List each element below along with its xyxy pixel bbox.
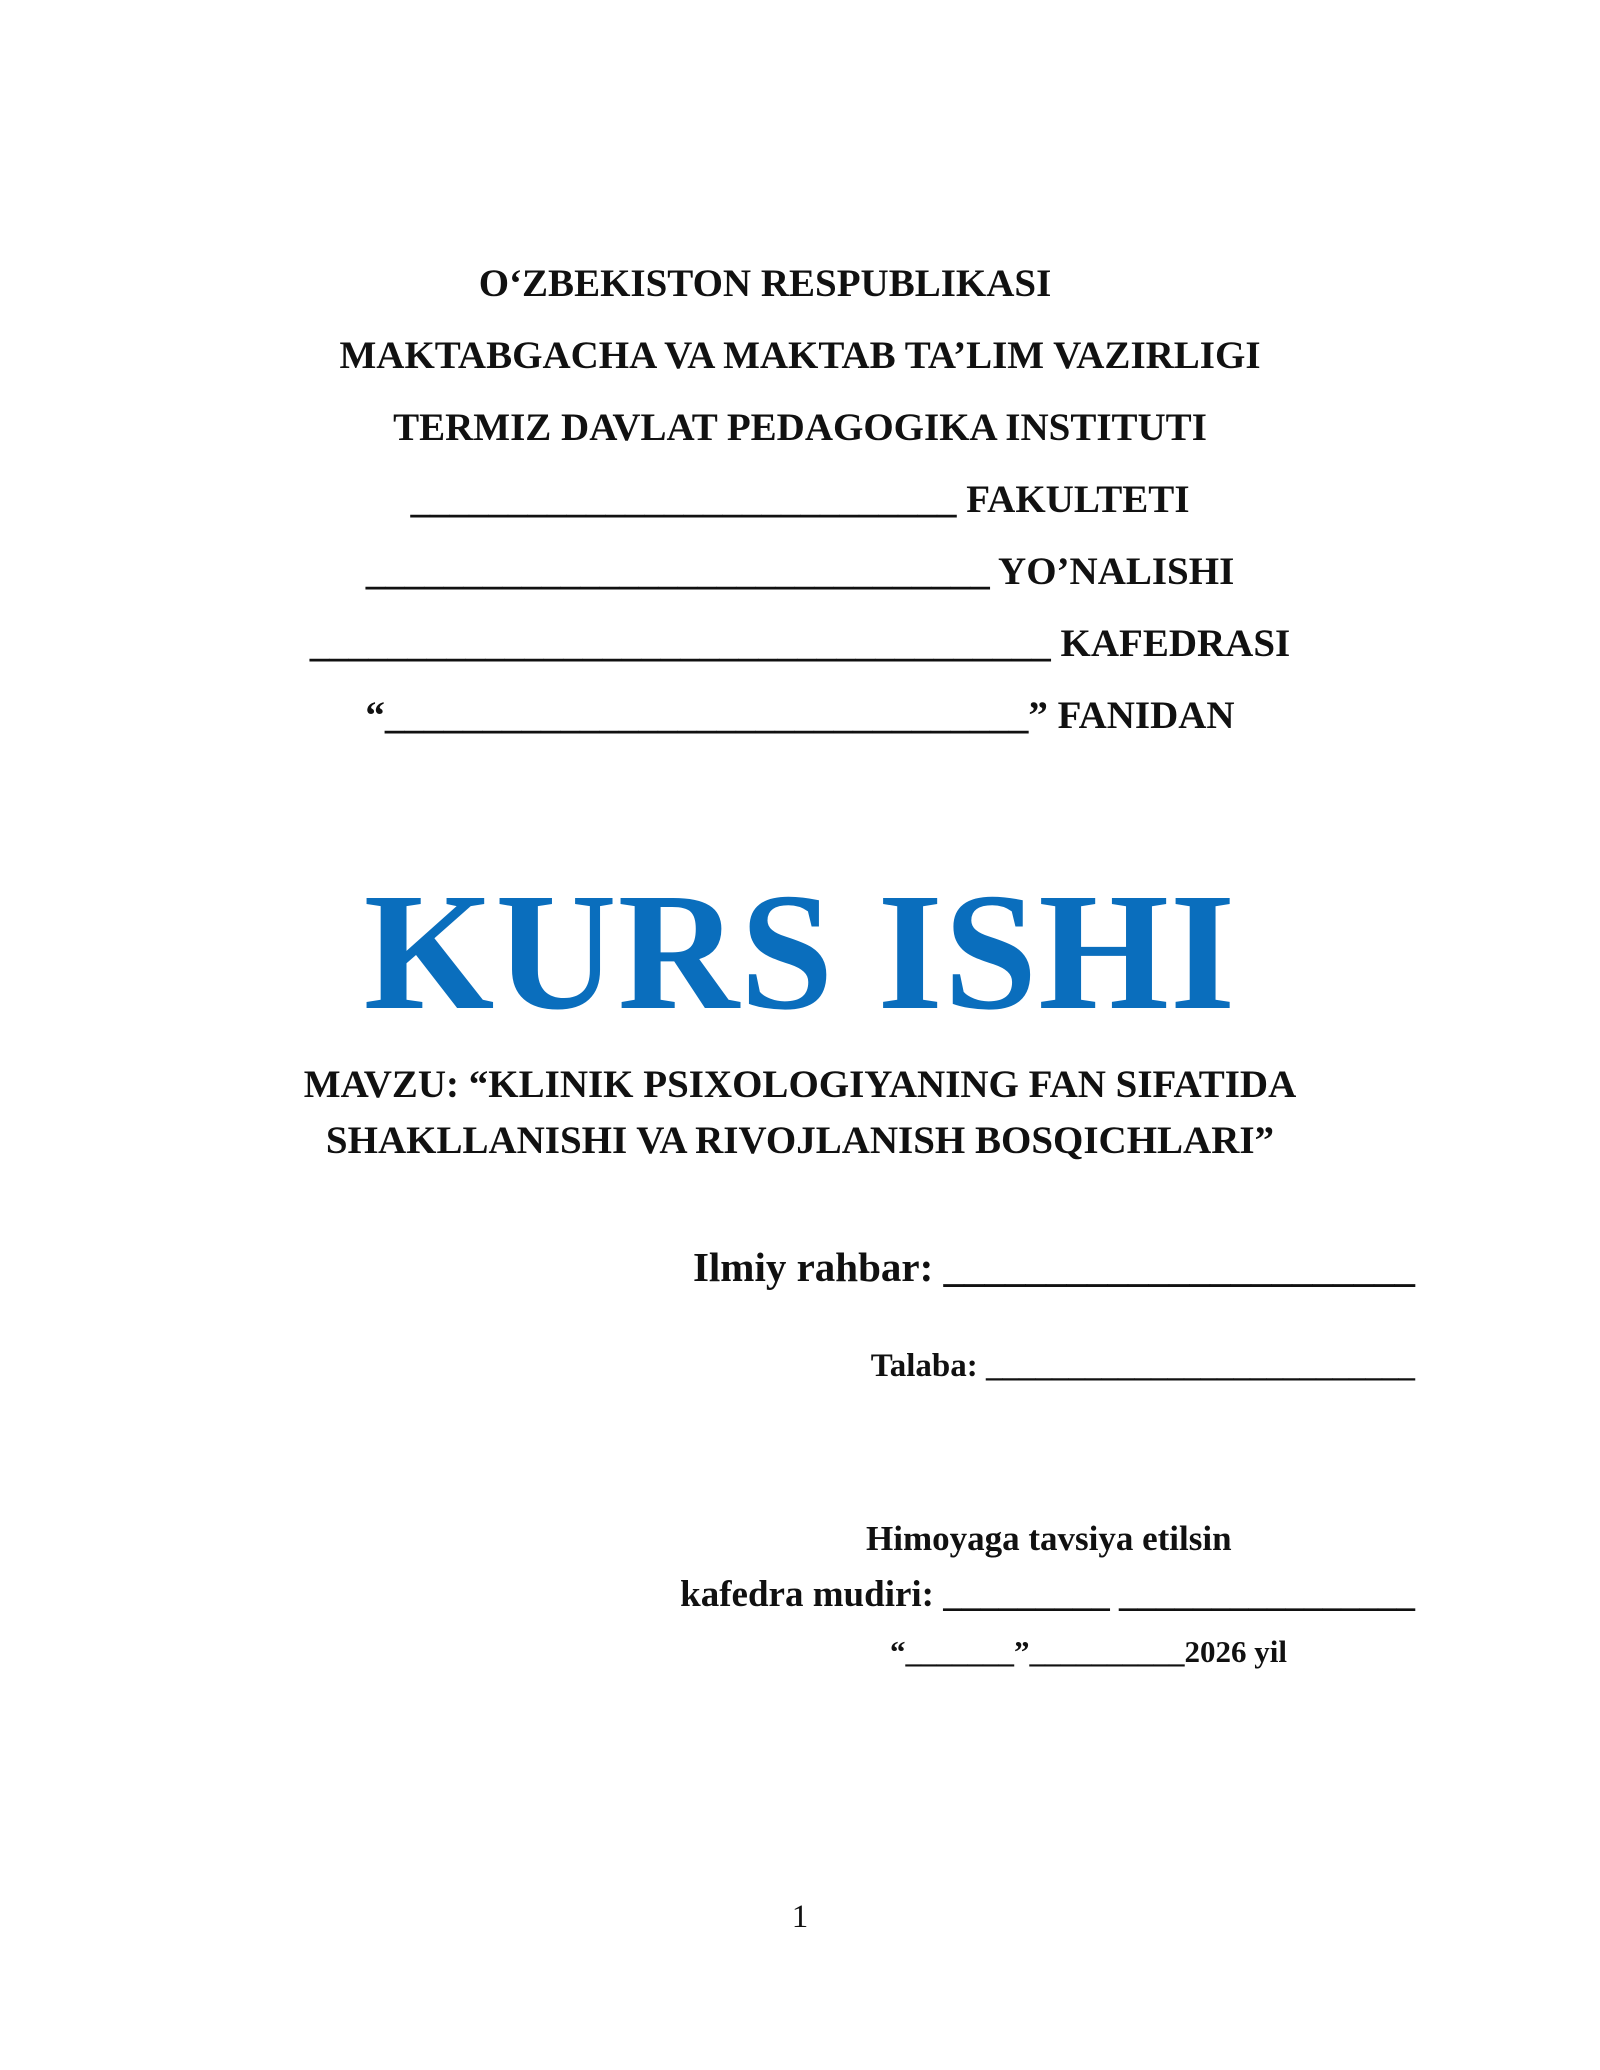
head-of-department-line: kafedra mudiri: _________ ________________	[680, 1574, 1415, 1615]
recommendation-text: Himoyaga tavsiya etilsin	[866, 1519, 1232, 1558]
direction-line: ________________________________ YO’NALISHI	[365, 550, 1235, 593]
topic-line-2: SHAKLLANISHI VA RIVOJLANISH BOSQICHLARI”	[325, 1119, 1275, 1162]
institute-heading: TERMIZ DAVLAT PEDAGOGIKA INSTITUTI	[393, 406, 1207, 449]
department-line: ______________________________________ KAFEDRASI	[309, 622, 1291, 665]
page-number: 1	[791, 1899, 809, 1935]
topic-block	[0, 1057, 1600, 1169]
topic-line-1: MAVZU: “KLINIK PSIXOLOGIYANING FAN SIFATIDA	[303, 1063, 1297, 1106]
supervisor-line: Ilmiy rahbar: _______________________	[692, 1244, 1415, 1290]
document-title: KURS ISHI	[363, 859, 1237, 1045]
student-line: Talaba: __________________________	[870, 1348, 1415, 1384]
faculty-line: ____________________________ FAKULTETI	[410, 478, 1190, 521]
date-line: “_______”__________2026 yil	[890, 1634, 1287, 1669]
ministry-heading: MAKTABGACHA VA MAKTAB TA’LIM VAZIRLIGI	[339, 334, 1261, 377]
subject-line: “_________________________________” FANIDAN	[365, 694, 1235, 737]
country-heading: O‘ZBEKISTON RESPUBLIKASI	[478, 262, 1052, 305]
